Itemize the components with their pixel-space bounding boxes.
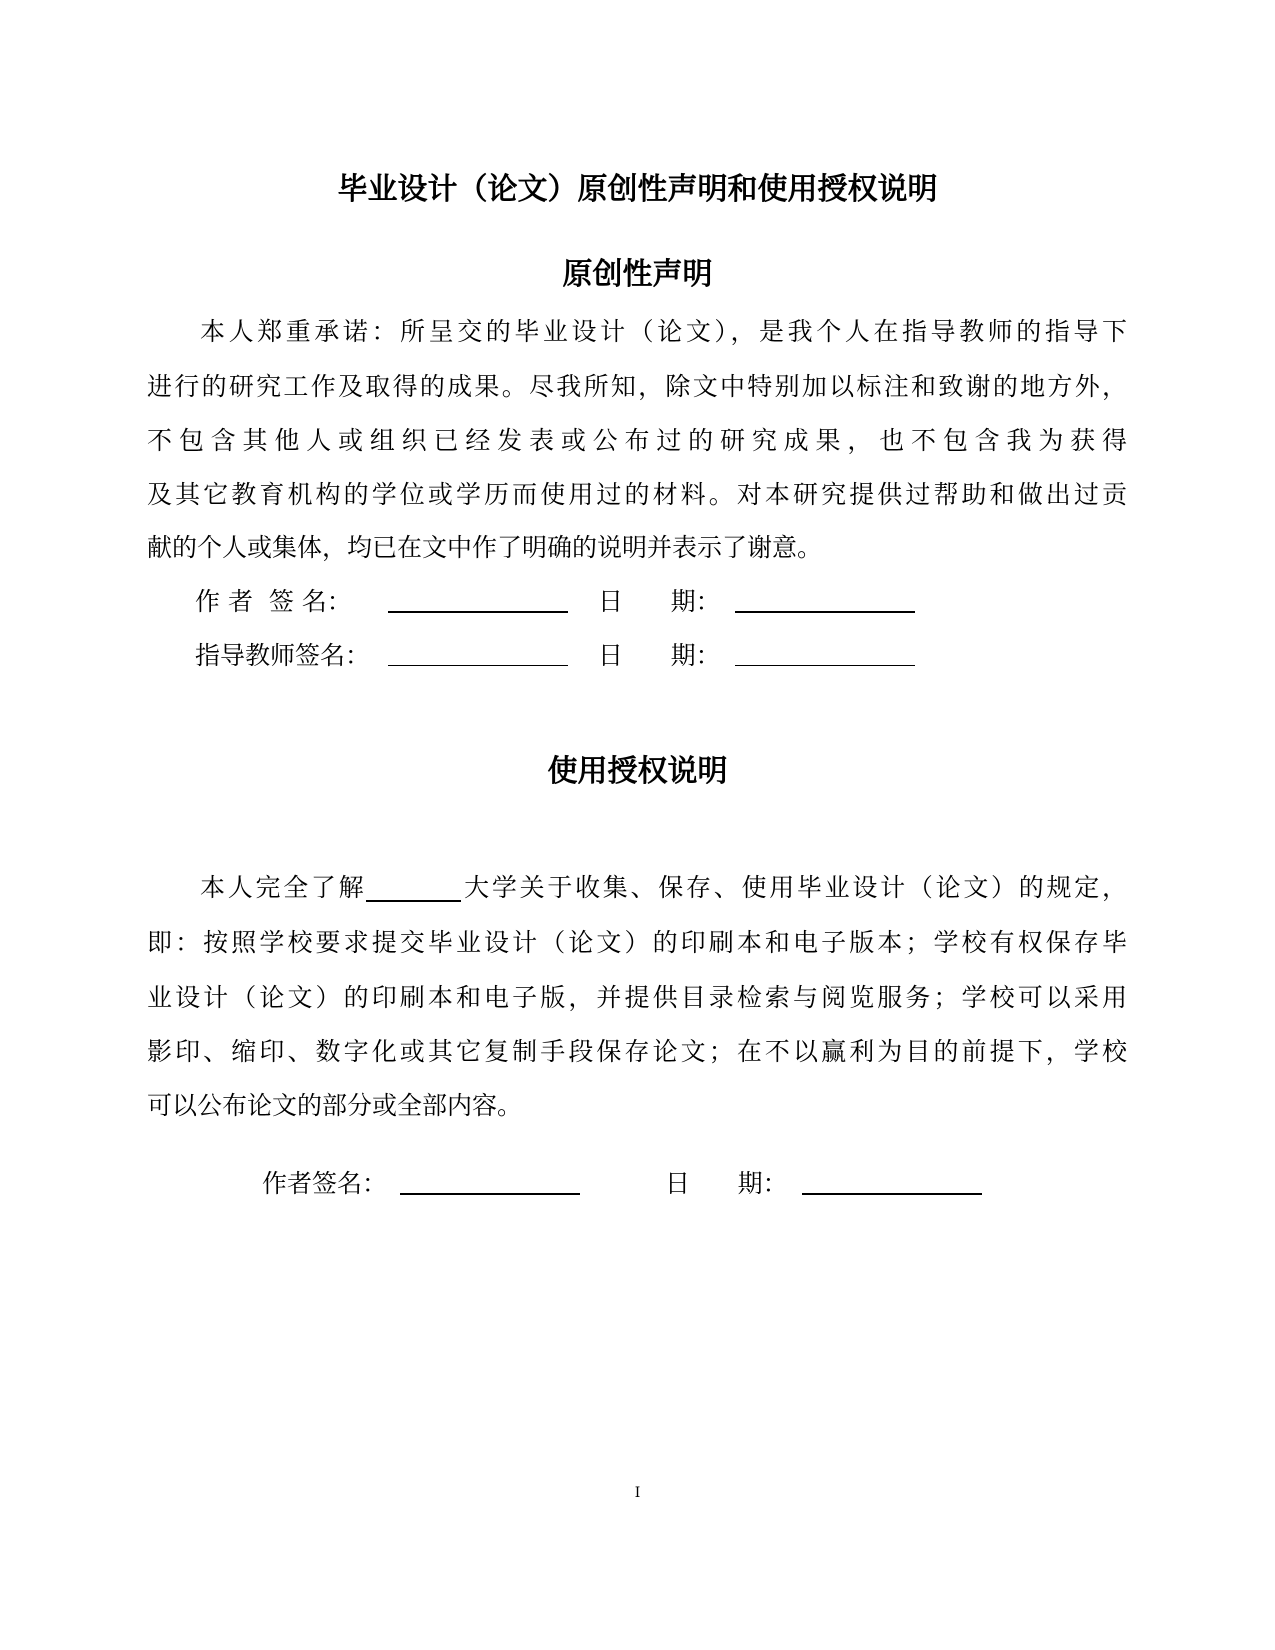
authorization-paragraph-line: 可以公布论文的部分或全部内容。 [147,1091,523,1120]
auth-author-signature-label: 作者签名： [262,1169,388,1198]
originality-paragraph-line: 本人郑重承诺：所呈交的毕业设计（论文），是我个人在指导教师的指导下 [200,317,1127,346]
author-date-field[interactable] [735,611,915,613]
authorization-suffix: 大学关于收集、保存、使用毕业设计（论文）的规定， [461,873,1127,902]
authorization-paragraph-line: 即：按照学校要求提交毕业设计（论文）的印刷本和电子版本；学校有权保存毕 [147,928,1127,957]
auth-author-signature-field[interactable] [400,1193,580,1195]
advisor-date-field[interactable] [735,665,915,666]
page-number: I [634,1485,641,1501]
authorization-paragraph-line: 影印、缩印、数字化或其它复制手段保存论文；在不以赢利为目的前提下，学校 [147,1037,1127,1066]
originality-paragraph-line: 不包含其他人或组织已经发表或公布过的研究成果，也不包含我为获得 [147,426,1127,455]
author-date-label: 日 期： [598,587,721,616]
author-signature-field[interactable] [388,611,568,613]
auth-date-label: 日 期： [665,1169,788,1198]
authorization-heading: 使用授权说明 [547,754,728,789]
advisor-signature-label: 指导教师签名： [195,641,371,670]
advisor-signature-field[interactable] [388,665,568,666]
originality-paragraph-line: 进行的研究工作及取得的成果。尽我所知，除文中特别加以标注和致谢的地方外， [147,372,1127,401]
advisor-date-label: 日 期： [598,641,721,670]
university-name-field[interactable] [366,874,461,902]
auth-date-field[interactable] [802,1193,982,1195]
author-signature-label: 作 者 签 名： [195,587,352,616]
originality-heading: 原创性声明 [562,257,713,292]
originality-paragraph-line: 及其它教育机构的学位或学历而使用过的材料。对本研究提供过帮助和做出过贡 [147,480,1127,509]
originality-paragraph-line: 献的个人或集体，均已在文中作了明确的说明并表示了谢意。 [147,533,823,562]
page-title: 毕业设计（论文）原创性声明和使用授权说明 [337,172,938,207]
authorization-prefix: 本人完全了解 [200,873,367,902]
authorization-paragraph-line [200,870,1127,906]
authorization-paragraph-line: 业设计（论文）的印刷本和电子版，并提供目录检索与阅览服务；学校可以采用 [147,983,1127,1012]
